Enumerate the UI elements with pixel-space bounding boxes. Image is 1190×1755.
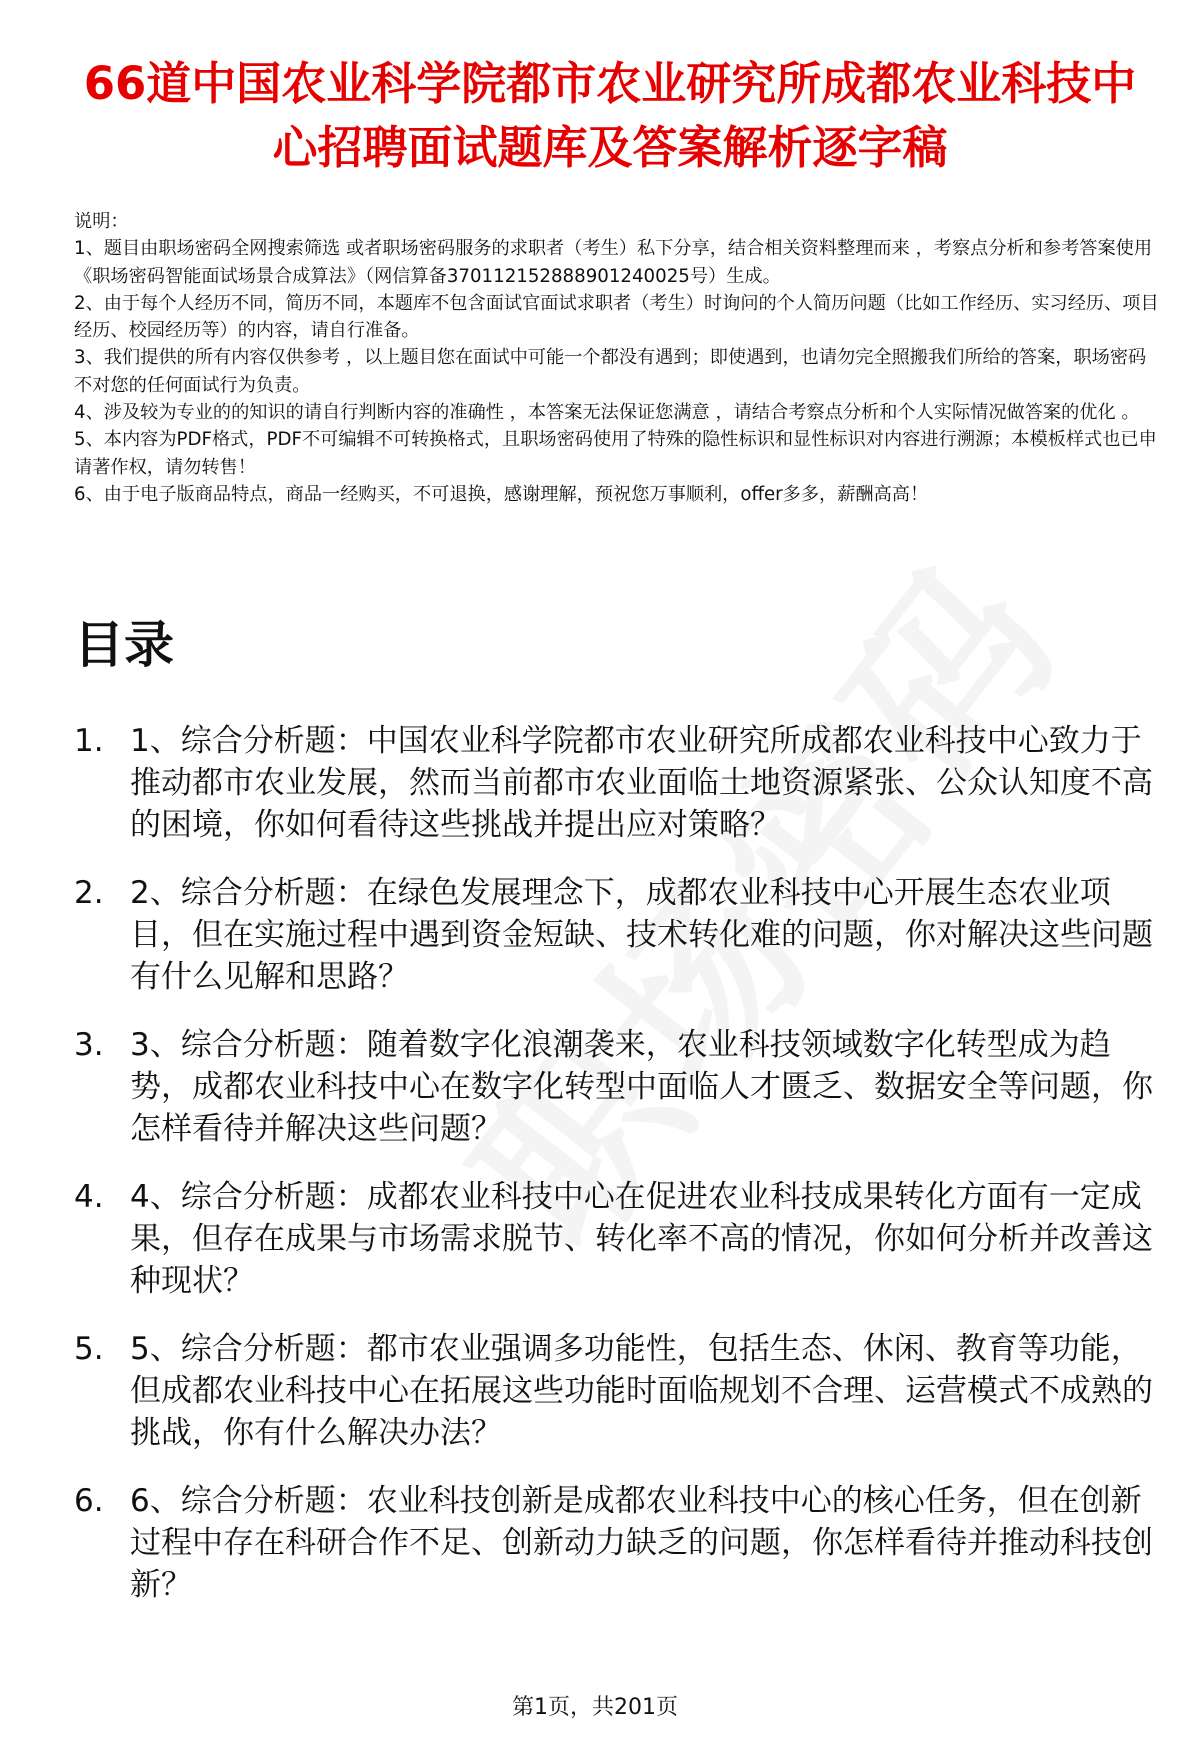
toc-item[interactable]	[74, 1480, 1169, 1606]
document-title: 66道中国农业科学院都市农业研究所成都农业科技中心招聘面试题库及答案解析逐字稿	[83, 57, 1137, 174]
toc-item-text[interactable]: 4、综合分析题：成都农业科技中心在促进农业科技成果转化方面有一定成果，但存在成果与市场需求脱节、转化率不高的情况，你如何分析并改善这种现状？	[130, 1179, 1153, 1299]
toc-item[interactable]	[74, 720, 1169, 846]
note-item-2: 2、由于每个人经历不同，简历不同，本题库不包含面试官面试求职者（考生）时询问的个人简历问题（比如工作经历、实习经历、项目经历、校园经历等）的内容，请自行准备。	[74, 292, 1159, 342]
toc-item-number: 3.	[74, 1027, 104, 1063]
note-item-6: 6、由于电子版商品特点，商品一经购买，不可退换，感谢理解，预祝您万事顺利，offer多多，薪酬高高！	[74, 483, 929, 505]
toc-item-text[interactable]: 1、综合分析题：中国农业科学院都市农业研究所成都农业科技中心致力于推动都市农业发展，然而当前都市农业面临土地资源紧张、公众认知度不高的困境，你如何看待这些挑战并提出应对策略？	[130, 723, 1153, 843]
toc-item[interactable]	[74, 872, 1169, 998]
table-of-contents	[74, 720, 1169, 1632]
toc-item-number: 2.	[74, 875, 104, 911]
toc-heading: 目录	[74, 616, 174, 674]
toc-item[interactable]	[74, 1328, 1169, 1454]
toc-item[interactable]	[74, 1024, 1169, 1150]
toc-item-number: 1.	[74, 723, 104, 759]
toc-item-text[interactable]: 3、综合分析题：随着数字化浪潮袭来，农业科技领域数字化转型成为趋势，成都农业科技中心在数字化转型中面临人才匮乏、数据安全等问题，你怎样看待并解决这些问题？	[130, 1027, 1153, 1147]
toc-item[interactable]	[74, 1176, 1169, 1302]
toc-item-number: 6.	[74, 1483, 104, 1519]
toc-item-text[interactable]: 2、综合分析题：在绿色发展理念下，成都农业科技中心开展生态农业项目，但在实施过程中遇到资金短缺、技术转化难的问题，你对解决这些问题有什么见解和思路？	[130, 875, 1153, 995]
notes-section	[74, 208, 1164, 508]
toc-item-text[interactable]: 6、综合分析题：农业科技创新是成都农业科技中心的核心任务，但在创新过程中存在科研合作不足、创新动力缺乏的问题，你怎样看待并推动科技创新？	[130, 1483, 1153, 1603]
toc-item-number: 4.	[74, 1179, 104, 1215]
note-item-5: 5、本内容为PDF格式，PDF不可编辑不可转换格式，且职场密码使用了特殊的隐性标识和显性标识对内容进行溯源；本模板样式也已申请著作权，请勿转售！	[74, 429, 1157, 478]
note-item-1: 1、题目由职场密码全网搜索筛选 或者职场密码服务的求职者（考生）私下分享，结合相关资料整理而来 ，考察点分析和参考答案使用《职场密码智能面试场景合成算法》（网信算备370112152888901240025号）生成。	[74, 238, 1153, 287]
note-item-3: 3、我们提供的所有内容仅供参考 ，以上题目您在面试中可能一个都没有遇到；即使遇到，也请勿完全照搬我们所给的答案，职场密码不对您的任何面试行为负责。	[74, 347, 1147, 396]
note-item-4: 4、涉及较为专业的的知识的请自行判断内容的准确性 ，本答案无法保证您满意 ，请结合考察点分析和个人实际情况做答案的优化 。	[74, 402, 1140, 424]
page-footer: 第1页，共201页	[512, 1695, 678, 1720]
notes-label: 说明：	[74, 211, 129, 232]
toc-item-number: 5.	[74, 1331, 104, 1367]
toc-item-text[interactable]: 5、综合分析题：都市农业强调多功能性，包括生态、休闲、教育等功能，但成都农业科技中心在拓展这些功能时面临规划不合理、运营模式不成熟的挑战，你有什么解决办法？	[130, 1331, 1153, 1451]
